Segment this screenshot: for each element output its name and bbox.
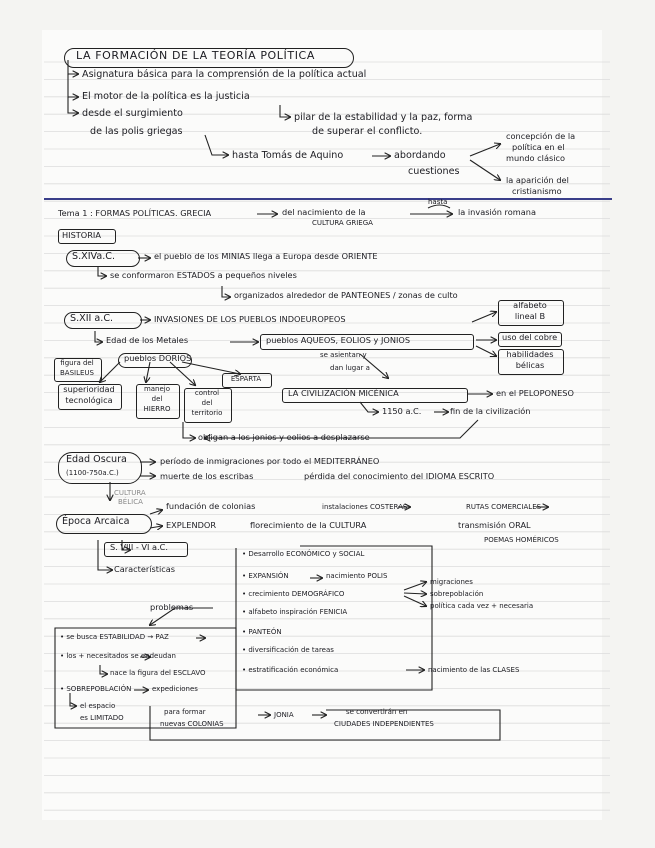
pueblos-dorios: pueblos DORIOS bbox=[124, 353, 192, 363]
problema-4-text: SOBREPOBLACIÓN bbox=[66, 685, 132, 693]
territorio-1: control bbox=[194, 389, 220, 397]
basileus-1: figura del bbox=[60, 359, 94, 367]
intro-line-1: Asignatura básica para la comprensión de la política actual bbox=[82, 69, 367, 80]
historia-label: HISTORIA bbox=[62, 230, 101, 240]
instalaciones-costeras: instalaciones COSTERAS bbox=[322, 503, 408, 511]
tema-label: Tema 1 : FORMAS POLÍTICAS. GRECIA bbox=[58, 208, 212, 218]
superioridad-1: superioridad bbox=[63, 384, 115, 394]
edad-oscura-label: Edad Oscura bbox=[66, 454, 127, 465]
caracteristica-7-text: estratificación económica bbox=[248, 666, 339, 674]
caracteristica-1-text: Desarrollo ECONÓMICO y SOCIAL bbox=[248, 550, 365, 558]
sxii-label: S.XII a.C. bbox=[70, 313, 114, 324]
problema-2: • los + necesitados se endeudan bbox=[60, 652, 176, 660]
oscura-perdida: pérdida del conocimiento del IDIOMA ESCRITO bbox=[304, 471, 495, 481]
civilizacion-micenica: LA CIVILIZACIÓN MICÉNICA bbox=[288, 388, 399, 398]
basileus-2: BASILEUS bbox=[60, 369, 94, 377]
concepcion-3: mundo clásico bbox=[506, 153, 566, 163]
concepcion-1: concepción de la bbox=[506, 131, 576, 141]
problemas-label: problemas bbox=[150, 602, 194, 612]
caracteristica-2: • EXPANSIÓN bbox=[242, 572, 289, 580]
sxiv-text-3: organizados alrededor de PANTEONES / zonas de culto bbox=[234, 290, 458, 300]
superioridad-2: tecnológica bbox=[65, 395, 113, 405]
habilidades-1: habilidades bbox=[506, 349, 554, 359]
poemas-homericos: POEMAS HOMÉRICOS bbox=[484, 536, 559, 544]
pillar-line-2: de superar el conflicto. bbox=[312, 126, 423, 137]
caracteristica-4-text: alfabeto inspiración FENICIA bbox=[248, 608, 348, 616]
transmision-oral: transmisión ORAL bbox=[458, 520, 531, 530]
fecha-1150: 1150 a.C. bbox=[382, 406, 422, 416]
espacio-1: el espacio bbox=[80, 702, 116, 710]
dan-lugar: dan lugar a bbox=[330, 364, 370, 372]
caracteristica-3-text: crecimiento DEMOGRÁFICO bbox=[248, 590, 345, 598]
convertiran-1: se convertirán en bbox=[346, 708, 408, 716]
problema-4-expediciones: expediciones bbox=[152, 685, 198, 693]
cuestiones-text: cuestiones bbox=[408, 166, 460, 177]
tema-cultura: CULTURA GRIEGA bbox=[312, 219, 373, 227]
explendor: EXPLENDOR bbox=[166, 520, 217, 530]
territorio-2: del bbox=[201, 399, 213, 407]
politica-necesaria: política cada vez + necesaria bbox=[430, 602, 534, 610]
oscura-periodo: período de inmigraciones por todo el MEDITERRÁNEO bbox=[160, 456, 380, 466]
peloponeso: en el PELOPONESO bbox=[496, 388, 574, 398]
hierro-1: manejo bbox=[143, 385, 171, 393]
se-asientan: se asientan y bbox=[320, 351, 367, 359]
problema-2-text: los + necesitados bbox=[66, 652, 129, 660]
edad-oscura-fechas: (1100-750a.C.) bbox=[66, 469, 119, 477]
caracteristica-7: • estratificación económica bbox=[242, 666, 339, 674]
cultura-belica-2: BÉLICA bbox=[118, 498, 143, 506]
caracteristica-6: • diversificación de tareas bbox=[242, 646, 334, 654]
nacimiento-clases: nacimiento de las CLASES bbox=[428, 666, 520, 674]
caracteristica-5: • PANTEÓN bbox=[242, 628, 282, 636]
oscura-escribas: muerte de los escribas bbox=[160, 471, 254, 481]
nacimiento-polis: nacimiento POLIS bbox=[326, 572, 388, 580]
obligan-desplazarse: obligan a los jonios y eolios a desplazarse bbox=[198, 432, 370, 442]
problema-1-paz: PAZ bbox=[155, 633, 169, 641]
sxiv-text-1: el pueblo de los MINIAS llega a Europa desde ORIENTE bbox=[154, 251, 378, 261]
alfabeto-1: alfabeto bbox=[513, 300, 547, 310]
caracteristica-1: • Desarrollo ECONÓMICO y SOCIAL bbox=[242, 550, 365, 558]
caracteristica-4: • alfabeto inspiración FENICIA bbox=[242, 608, 348, 616]
hierro-3: HIERRO bbox=[143, 405, 171, 413]
hierro-2: del bbox=[151, 395, 163, 403]
aparicion-1: la aparición del bbox=[506, 175, 569, 185]
tema-nacimiento: del nacimiento de la bbox=[282, 207, 366, 217]
uso-cobre: uso del cobre bbox=[502, 332, 558, 342]
tema-invasion: la invasión romana bbox=[458, 207, 536, 217]
territorio-3: territorio bbox=[191, 409, 223, 417]
problema-1-text: se busca ESTABILIDAD bbox=[66, 633, 146, 641]
pueblos-aqueos: pueblos AQUEOS, EOLIOS y JONIOS bbox=[266, 335, 411, 345]
problema-2-endeudan: se endeudan bbox=[130, 652, 176, 660]
rutas-comerciales: RUTAS COMERCIALES bbox=[466, 503, 542, 511]
epoca-arcaica-label: Época Arcaica bbox=[62, 516, 130, 527]
esparta-label: ESPARTA bbox=[230, 375, 262, 383]
aparicion-2: cristianismo bbox=[512, 186, 562, 196]
intro-line-2: El motor de la política es la justicia bbox=[82, 91, 250, 102]
fin-civilizacion: fin de la civilización bbox=[450, 406, 531, 416]
espacio-2: es LIMITADO bbox=[80, 714, 124, 722]
intro-line-3a: desde el surgimiento bbox=[82, 108, 183, 119]
abordando-text: abordando bbox=[394, 150, 446, 161]
aquino-text: hasta Tomás de Aquino bbox=[232, 150, 344, 161]
florecimiento-cultura: florecimiento de la CULTURA bbox=[250, 520, 367, 530]
pillar-line-1: pilar de la estabilidad y la paz, forma bbox=[294, 112, 473, 123]
caracteristicas-label: Características bbox=[114, 564, 176, 574]
cultura-belica-1: CULTURA bbox=[114, 489, 146, 497]
sxiv-label: S.XIVa.C. bbox=[72, 251, 116, 262]
sxiv-text-2: se conformaron ESTADOS a pequeños niveles bbox=[110, 270, 297, 280]
habilidades-2: bélicas bbox=[515, 360, 545, 370]
tema-hasta: hasta bbox=[428, 198, 448, 206]
migraciones: migraciones bbox=[430, 578, 473, 586]
problema-3: nace la figura del ESCLAVO bbox=[110, 669, 206, 677]
formar-1: para formar bbox=[164, 708, 206, 716]
caracteristica-6-text: diversificación de tareas bbox=[248, 646, 334, 654]
edad-metales: Edad de los Metales bbox=[106, 335, 189, 345]
page-title: LA FORMACIÓN DE LA TEORÍA POLÍTICA bbox=[76, 49, 315, 62]
alfabeto-2: lineal B bbox=[514, 311, 546, 321]
problema-1: • se busca ESTABILIDAD → PAZ bbox=[60, 633, 169, 641]
caracteristica-3: • crecimiento DEMOGRÁFICO bbox=[242, 590, 345, 598]
problema-4: • SOBREPOBLACIÓN bbox=[60, 685, 132, 693]
jonia-label: JONIA bbox=[274, 711, 294, 719]
concepcion-2: política en el bbox=[512, 142, 565, 152]
caracteristica-5-text: PANTEÓN bbox=[248, 628, 282, 636]
formar-2: nuevas COLONIAS bbox=[160, 720, 224, 728]
caracteristica-2-text: EXPANSIÓN bbox=[248, 572, 289, 580]
fundacion-colonias: fundación de colonias bbox=[166, 501, 256, 511]
sobrepoblacion: sobrepoblación bbox=[430, 590, 484, 598]
convertiran-2: CIUDADES INDEPENDIENTES bbox=[334, 720, 434, 728]
sxii-invasiones: INVASIONES DE LOS PUEBLOS INDOEUROPEOS bbox=[154, 314, 346, 324]
intro-line-3b: de las polis griegas bbox=[90, 126, 183, 137]
sviii-label: S. VIII - VI a.C. bbox=[110, 542, 168, 552]
